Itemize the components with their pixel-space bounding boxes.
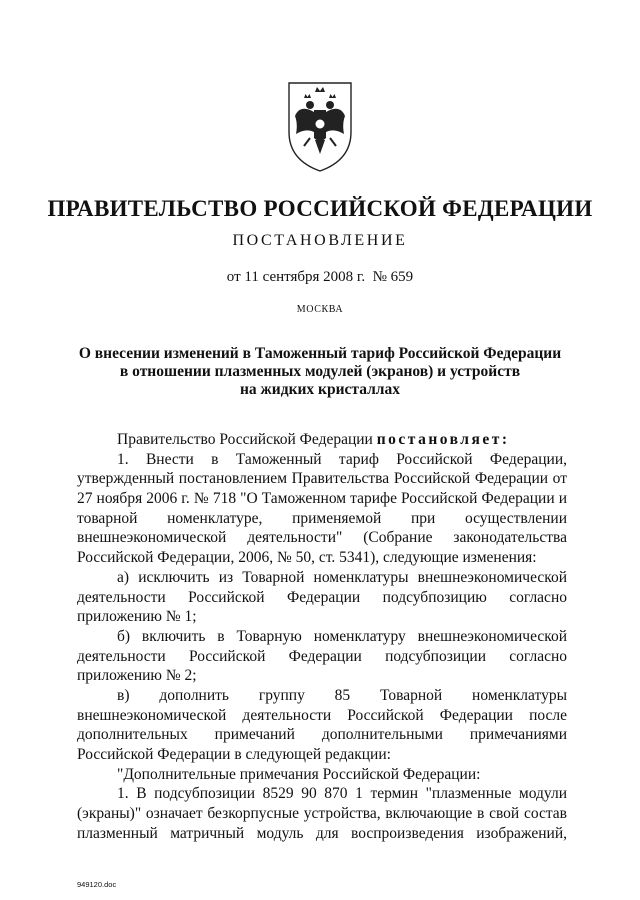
text-line: плазменный матричный модуль для воспроизведения изображений, <box>77 824 567 842</box>
text-line: а) исключить из Товарной номенклатуры внешнеэкономической <box>117 568 567 586</box>
text-line: деятельности Российской Федерации подсубпозицию согласно <box>77 588 567 606</box>
city: МОСКВА <box>296 304 344 315</box>
text-line: деятельности Российской Федерации подсубпозиции согласно <box>77 647 567 665</box>
document-number: № 659 <box>372 269 414 285</box>
text-line: б) включить в Товарную номенклатуру внешнеэкономической <box>117 627 567 645</box>
government-name: ПРАВИТЕЛЬСТВО РОССИЙСКОЙ ФЕДЕРАЦИИ <box>47 196 593 221</box>
document-date-line <box>0 269 640 286</box>
title-line: на жидких кристаллах <box>240 381 400 398</box>
title-line: в отношении плазменных модулей (экранов) и устройств <box>119 363 521 380</box>
file-name-footer: 949120.doc <box>77 880 117 889</box>
text-line: приложению № 2; <box>77 667 197 685</box>
text-line: Российской Федерации, 2006, № 50, ст. 5341), следующие изменения: <box>77 549 537 567</box>
text-line: 27 ноября 2006 г. № 718 "О Таможенном тарифе Российской Федерации и <box>77 490 567 508</box>
intro-text: Правительство Российской Федерации <box>117 431 373 448</box>
title-line: О внесении изменений в Таможенный тариф Российской Федерации <box>78 345 562 362</box>
text-line: дополнительных примечаний дополнительными примечаниями <box>77 726 567 744</box>
text-line: в) дополнить группу 85 Товарной номенклатуры <box>117 686 567 704</box>
text-line: товарной номенклатуре, применяемой при осуществлении <box>77 509 567 527</box>
text-line: 1. Внести в Таможенный тариф Российской Федерации, <box>117 450 567 468</box>
document-body <box>77 430 567 843</box>
coat-of-arms-emblem <box>286 80 354 174</box>
document-type: ПОСТАНОВЛЕНИЕ <box>232 232 408 249</box>
text-line: внешнеэкономической деятельности Российской Федерации после <box>77 706 567 724</box>
intro-decree-word: постановляет: <box>376 431 510 448</box>
text-line: утвержденный постановлением Правительства Российской Федерации от <box>77 470 567 488</box>
text-line: 1. В подсубпозиции 8529 90 870 1 термин "плазменные модули <box>117 785 567 803</box>
text-line: приложению № 1; <box>77 608 197 626</box>
text-line: внешнеэкономической деятельности" (Собрание законодательства <box>77 529 567 547</box>
text-line: Российской Федерации в следующей редакции: <box>77 746 391 763</box>
intro-line <box>77 430 567 450</box>
text-line: "Дополнительные примечания Российской Федерации: <box>117 765 481 783</box>
text-line: (экраны)" означает безкорпусные устройства, включающие в свой состав <box>77 805 567 823</box>
document-title <box>60 345 580 399</box>
document-date: от 11 сентября 2008 г. <box>226 269 366 285</box>
